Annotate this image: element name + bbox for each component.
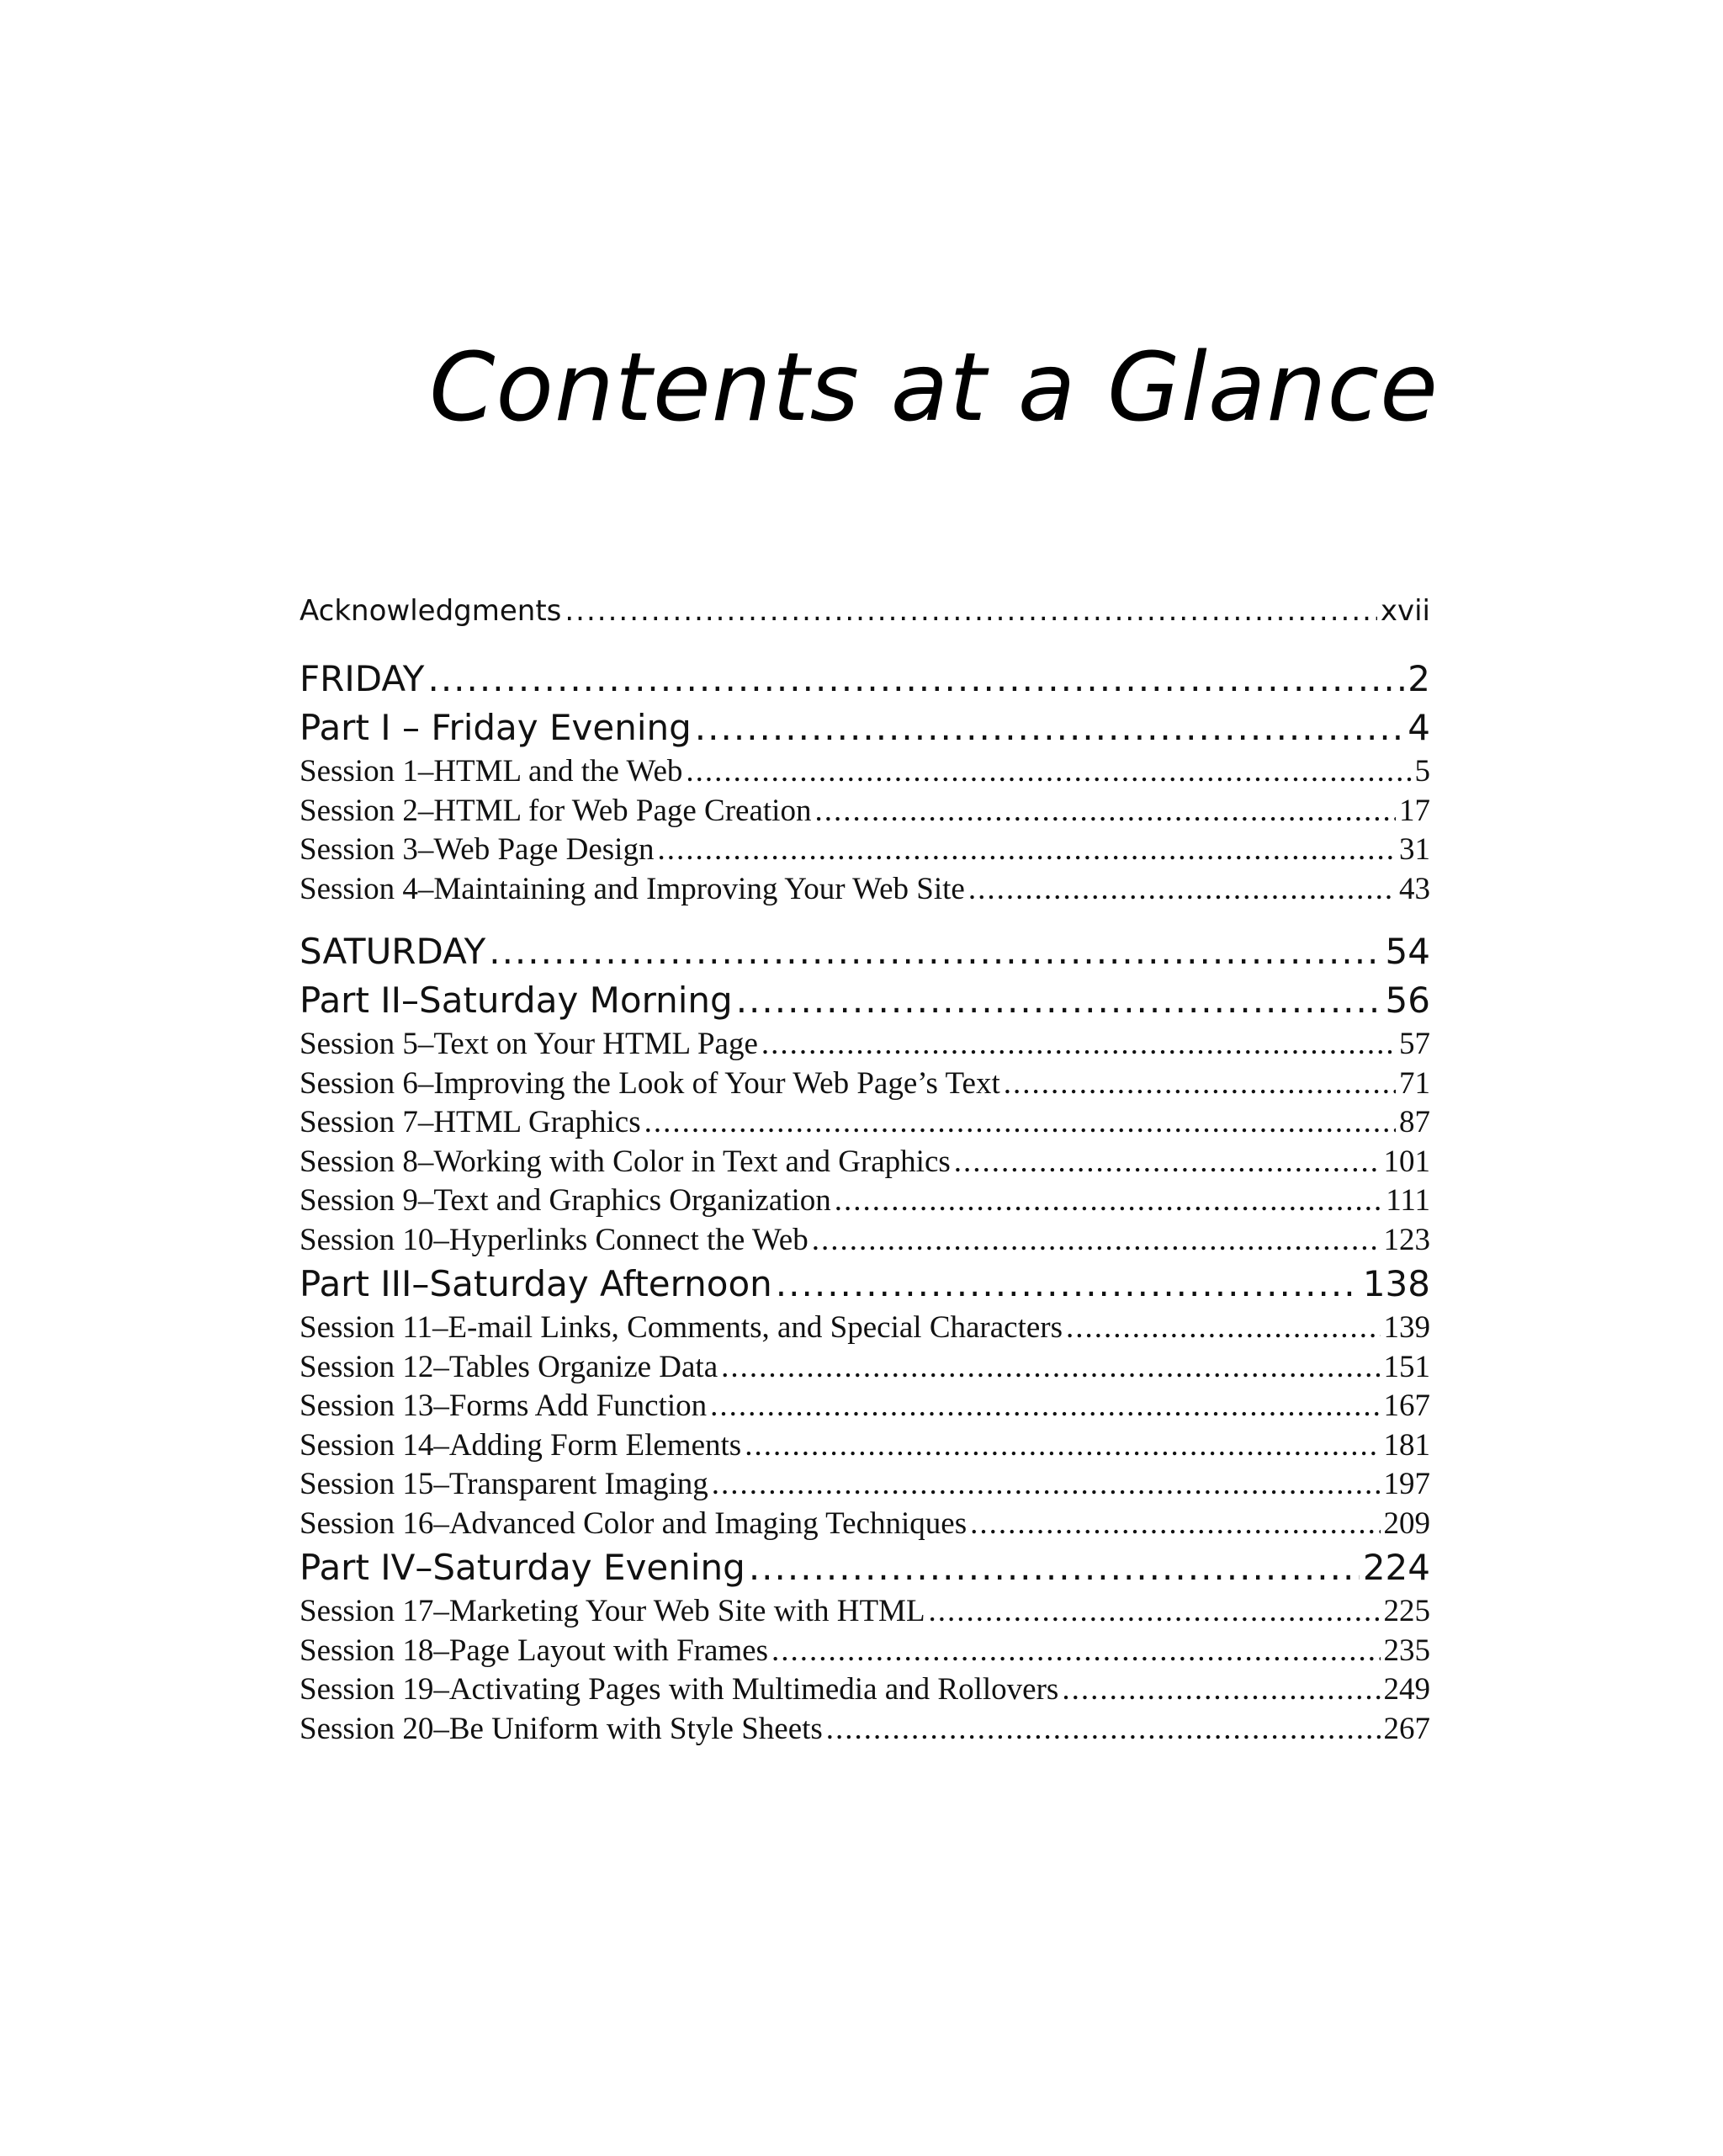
session-page-number: 181: [1383, 1427, 1430, 1463]
session-label: Session 8–Working with Color in Text and Graphics: [300, 1144, 951, 1179]
dot-leader: [1004, 1065, 1396, 1104]
session-page-number: 249: [1383, 1672, 1430, 1707]
session-page-number: 71: [1399, 1065, 1430, 1101]
dot-leader: [749, 1543, 1360, 1592]
dot-leader: [812, 1221, 1381, 1261]
session-label: Session 14–Adding Form Elements: [300, 1427, 742, 1463]
toc-day-friday[interactable]: [300, 655, 1430, 704]
dot-leader: [736, 976, 1382, 1025]
toc-session-17[interactable]: [300, 1592, 1430, 1632]
session-label: Session 1–HTML and the Web: [300, 754, 683, 789]
toc-session-10[interactable]: [300, 1221, 1430, 1261]
dot-leader: [929, 1592, 1381, 1632]
session-page-number: 101: [1383, 1144, 1430, 1179]
entry-page-number: xvii: [1380, 594, 1430, 628]
toc-session-11[interactable]: [300, 1309, 1430, 1348]
session-page-number: 43: [1399, 871, 1430, 906]
session-label: Session 16–Advanced Color and Imaging Techniques: [300, 1505, 968, 1541]
session-page-number: 167: [1383, 1389, 1430, 1423]
day-label: FRIDAY: [300, 658, 425, 699]
toc-session-7[interactable]: [300, 1103, 1430, 1143]
day-page-number: 54: [1385, 931, 1430, 972]
dot-leader: [712, 1465, 1381, 1505]
toc-part-3[interactable]: [300, 1260, 1430, 1309]
dot-leader: [761, 1025, 1396, 1065]
dot-leader: [721, 1348, 1380, 1388]
session-label: Session 19–Activating Pages with Multimedia and Rollovers: [300, 1672, 1059, 1707]
dot-leader: [695, 704, 1404, 752]
part-page-number: 224: [1362, 1547, 1430, 1588]
part-label: Part I – Friday Evening: [300, 707, 692, 748]
page-title: Contents at a Glance: [429, 333, 1439, 443]
part-page-number: 4: [1408, 707, 1430, 748]
dot-leader: [657, 831, 1396, 870]
toc-session-5[interactable]: [300, 1025, 1430, 1065]
dot-leader: [644, 1103, 1396, 1143]
part-page-number: 138: [1362, 1263, 1430, 1304]
toc-part-4[interactable]: [300, 1543, 1430, 1592]
dot-leader: [970, 1505, 1380, 1544]
session-page-number: 123: [1383, 1222, 1430, 1257]
session-page-number: 197: [1383, 1467, 1430, 1501]
session-page-number: 111: [1386, 1183, 1430, 1218]
toc-part-2[interactable]: [300, 976, 1430, 1025]
toc-day-saturday[interactable]: [300, 927, 1430, 976]
session-label: Session 4–Maintaining and Improving Your Web Site: [300, 871, 965, 906]
toc-session-4[interactable]: [300, 870, 1430, 910]
dot-leader: [427, 655, 1404, 704]
session-label: Session 3–Web Page Design: [300, 832, 655, 867]
toc-entry-acknowledgments[interactable]: [300, 586, 1430, 636]
dot-leader: [686, 752, 1411, 792]
session-label: Session 6–Improving the Look of Your Web Page’s Text: [300, 1065, 1000, 1101]
toc-part-1[interactable]: [300, 704, 1430, 752]
toc-session-18[interactable]: [300, 1632, 1430, 1671]
session-page-number: 267: [1383, 1711, 1430, 1746]
session-page-number: 209: [1383, 1505, 1430, 1541]
session-page-number: 57: [1399, 1027, 1430, 1061]
dot-leader: [565, 586, 1376, 636]
session-label: Session 13–Forms Add Function: [300, 1389, 708, 1423]
table-of-contents: [300, 586, 1430, 1749]
dot-leader: [826, 1710, 1381, 1750]
toc-session-3[interactable]: [300, 831, 1430, 870]
dot-leader: [776, 1260, 1360, 1309]
part-label: Part IV–Saturday Evening: [300, 1547, 745, 1588]
session-page-number: 151: [1383, 1349, 1430, 1384]
toc-session-12[interactable]: [300, 1348, 1430, 1388]
session-label: Session 20–Be Uniform with Style Sheets: [300, 1711, 823, 1746]
dot-leader: [710, 1387, 1380, 1426]
part-label: Part III–Saturday Afternoon: [300, 1263, 772, 1304]
session-page-number: 87: [1399, 1105, 1430, 1139]
toc-session-2[interactable]: [300, 792, 1430, 831]
session-label: Session 5–Text on Your HTML Page: [300, 1027, 758, 1061]
toc-session-9[interactable]: [300, 1182, 1430, 1221]
session-label: Session 9–Text and Graphics Organization: [300, 1183, 831, 1218]
dot-leader: [1066, 1309, 1380, 1348]
toc-session-13[interactable]: [300, 1387, 1430, 1426]
toc-session-1[interactable]: [300, 752, 1430, 792]
toc-session-15[interactable]: [300, 1465, 1430, 1505]
dot-leader: [954, 1143, 1381, 1182]
session-page-number: 5: [1414, 754, 1430, 789]
day-label: SATURDAY: [300, 931, 486, 972]
entry-label: Acknowledgments: [300, 594, 562, 628]
dot-leader: [835, 1182, 1382, 1221]
session-label: Session 11–E-mail Links, Comments, and Special Characters: [300, 1310, 1063, 1345]
dot-leader: [745, 1426, 1380, 1466]
toc-session-19[interactable]: [300, 1670, 1430, 1710]
session-page-number: 225: [1383, 1594, 1430, 1628]
toc-session-8[interactable]: [300, 1143, 1430, 1182]
dot-leader: [489, 927, 1381, 976]
dot-leader: [814, 792, 1396, 831]
session-page-number: 235: [1383, 1633, 1430, 1668]
session-label: Session 15–Transparent Imaging: [300, 1467, 708, 1501]
session-label: Session 17–Marketing Your Web Site with HTML: [300, 1594, 925, 1628]
part-page-number: 56: [1385, 980, 1430, 1021]
session-page-number: 31: [1399, 832, 1430, 867]
session-label: Session 18–Page Layout with Frames: [300, 1633, 769, 1668]
session-page-number: 17: [1399, 793, 1430, 828]
dot-leader: [968, 870, 1396, 910]
toc-session-14[interactable]: [300, 1426, 1430, 1466]
part-label: Part II–Saturday Morning: [300, 980, 733, 1021]
session-label: Session 12–Tables Organize Data: [300, 1349, 718, 1384]
toc-session-16[interactable]: [300, 1505, 1430, 1544]
session-label: Session 10–Hyperlinks Connect the Web: [300, 1222, 808, 1257]
dot-leader: [1062, 1670, 1380, 1710]
session-page-number: 139: [1383, 1310, 1430, 1345]
toc-session-20[interactable]: [300, 1710, 1430, 1750]
session-label: Session 7–HTML Graphics: [300, 1105, 641, 1139]
day-page-number: 2: [1408, 658, 1430, 699]
dot-leader: [771, 1632, 1380, 1671]
toc-session-6[interactable]: [300, 1065, 1430, 1104]
session-label: Session 2–HTML for Web Page Creation: [300, 793, 812, 828]
